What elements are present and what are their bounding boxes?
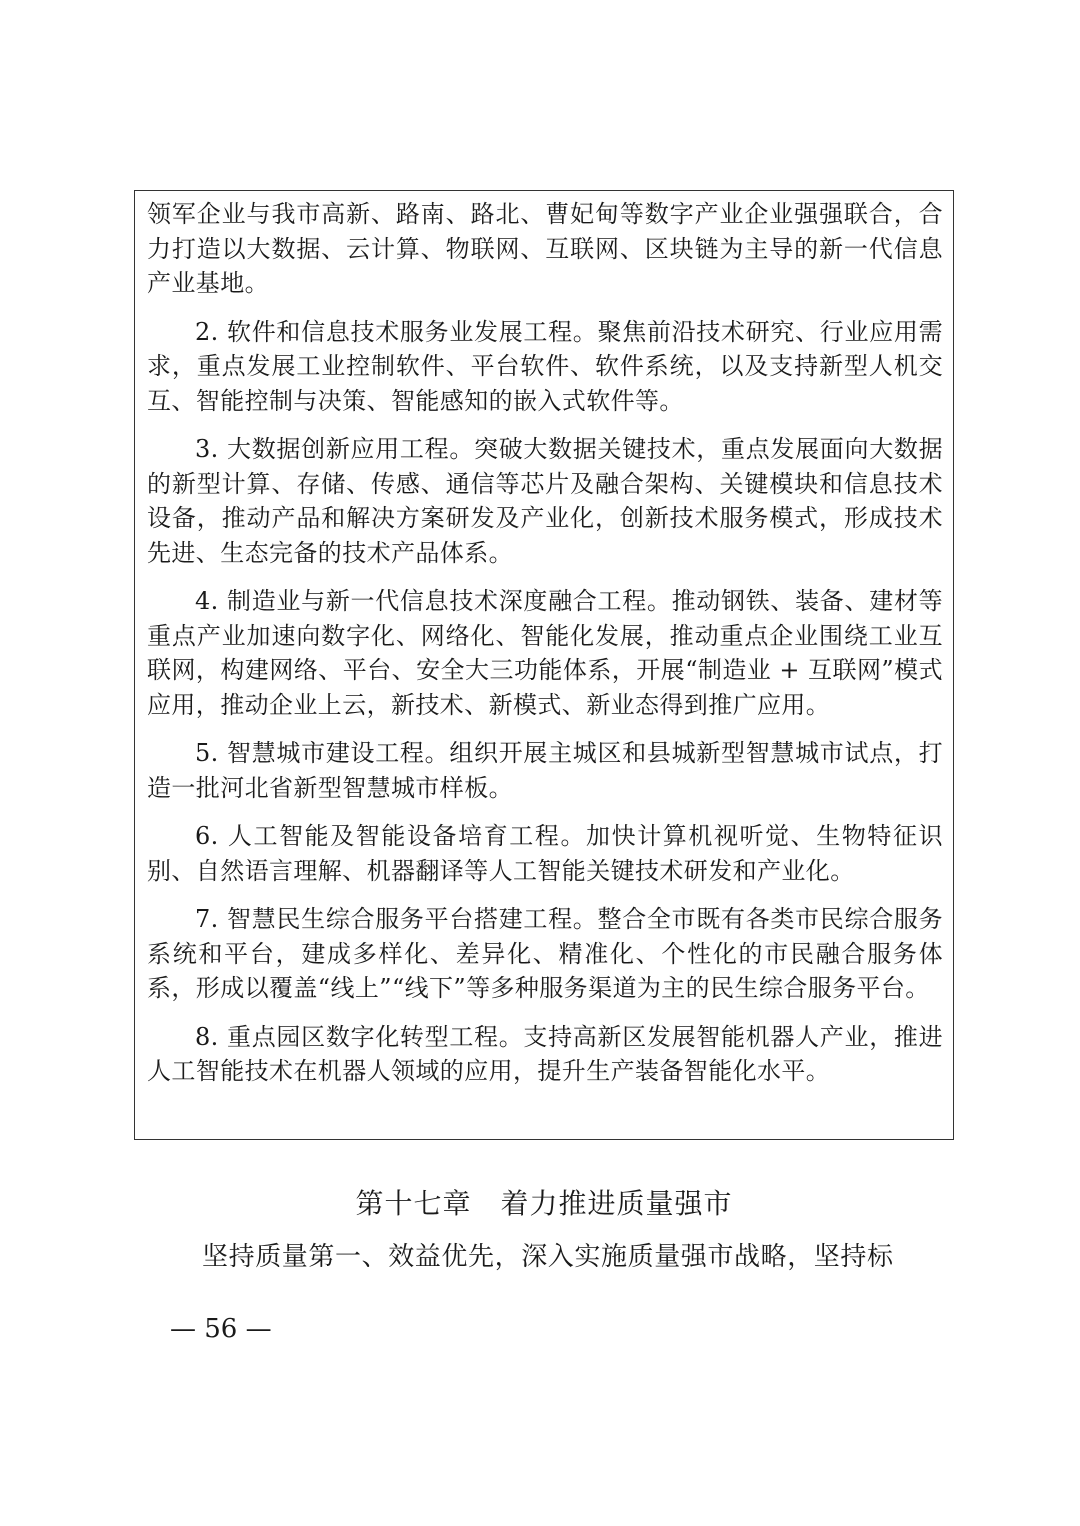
chapter-title: 第十七章 着力推进质量强市: [355, 1187, 733, 1220]
box-paragraph-continuation: 领军企业与我市高新、路南、路北、曹妃甸等数字产业企业强强联合，合力打造以大数据、云计算、物联网、互联网、区块链为主导的新一代信息产业基地。: [147, 200, 943, 297]
page-number: — 56 —: [170, 1314, 272, 1344]
body-text: 坚持质量第一、效益优先，深入实施质量强市战略，坚持标: [202, 1242, 894, 1272]
box-paragraph-2: 2. 软件和信息技术服务业发展工程。聚焦前沿技术研究、行业应用需求，重点发展工业控制软件、平台软件、软件系统，以及支持新型人机交互、智能控制与决策、智能感知的嵌入式软件等。: [147, 317, 943, 415]
box-paragraph-4: 4. 制造业与新一代信息技术深度融合工程。推动钢铁、装备、建材等重点产业加速向数字化、网络化、智能化发展，推动重点企业围绕工业互联网，构建网络、平台、安全大三功能体系，开展“制造业 + 互联网”模式应用，推动企业上云，新技术、新模式、新业态得到推广应用。: [147, 587, 943, 719]
project-box: [134, 190, 954, 1140]
box-paragraph-7: 7. 智慧民生综合服务平台搭建工程。整合全市既有各类市民综合服务系统和平台，建成多样化、差异化、精准化、个性化的市民融合服务体系，形成以覆盖“线上”“线下”等多种服务渠道为主的民生综合服务平台。: [147, 905, 943, 1002]
box-paragraph-6: 6. 人工智能及智能设备培育工程。加快计算机视听觉、生物特征识别、自然语言理解、机器翻译等人工智能关键技术研发和产业化。: [147, 822, 943, 885]
box-paragraph-8: 8. 重点园区数字化转型工程。支持高新区发展智能机器人产业，推进人工智能技术在机器人领域的应用，提升生产装备智能化水平。: [147, 1022, 943, 1085]
box-paragraph-5: 5. 智慧城市建设工程。组织开展主城区和县城新型智慧城市试点，打造一批河北省新型智慧城市样板。: [147, 739, 943, 802]
box-paragraph-3: 3. 大数据创新应用工程。突破大数据关键技术，重点发展面向大数据的新型计算、存储、传感、通信等芯片及融合架构、关键模块和信息技术设备，推动产品和解决方案研发及产业化，创新技术服务模式，形成技术先进、生态完备的技术产品体系。: [147, 435, 943, 567]
